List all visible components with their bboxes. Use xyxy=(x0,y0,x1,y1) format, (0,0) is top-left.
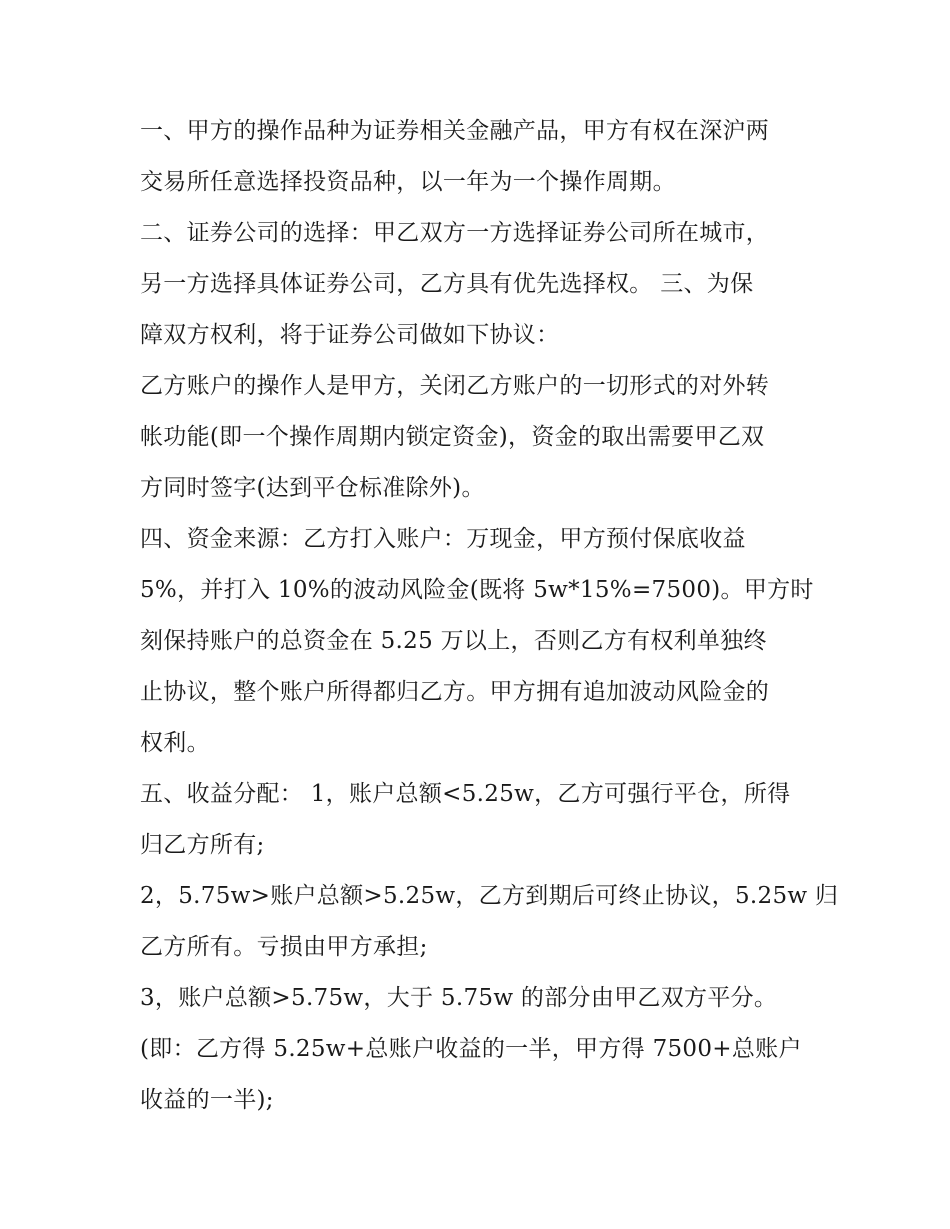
text-line: (即：乙方得 5.25w+总账户收益的一半，甲方得 7500+总账户 xyxy=(140,1036,802,1062)
text-line: 权利。 xyxy=(140,730,210,756)
text-line: 帐功能(即一个操作周期内锁定资金)，资金的取出需要甲乙双 xyxy=(140,424,765,450)
text-line: 乙方所有。亏损由甲方承担; xyxy=(140,934,428,960)
text-line: 收益的一半); xyxy=(140,1087,274,1113)
text-line: 二、证券公司的选择：甲乙双方一方选择证券公司所在城市， xyxy=(140,220,770,246)
text-line: 3，账户总额>5.75w，大于 5.75w 的部分由甲乙双方平分。 xyxy=(140,985,778,1011)
text-line: 归乙方所有; xyxy=(140,832,265,858)
text-line: 刻保持账户的总资金在 5.25 万以上，否则乙方有权利单独终 xyxy=(140,628,767,654)
text-line: 乙方账户的操作人是甲方，关闭乙方账户的一切形式的对外转 xyxy=(140,373,770,399)
text-line: 一、甲方的操作品种为证券相关金融产品，甲方有权在深沪两 xyxy=(140,118,770,144)
text-line: 障双方权利，将于证券公司做如下协议： xyxy=(140,322,560,348)
text-line: 5%，并打入 10%的波动风险金(既将 5w*15%=7500)。甲方时 xyxy=(140,577,814,603)
text-line: 止协议，整个账户所得都归乙方。甲方拥有追加波动风险金的 xyxy=(140,679,770,705)
document-body xyxy=(140,106,839,1126)
text-line: 2，5.75w>账户总额>5.25w，乙方到期后可终止协议，5.25w 归 xyxy=(140,883,839,909)
text-line: 方同时签字(达到平仓标准除外)。 xyxy=(140,475,485,501)
text-line: 交易所任意选择投资品种，以一年为一个操作周期。 xyxy=(140,169,676,195)
text-line: 五、收益分配： 1，账户总额<5.25w，乙方可强行平仓，所得 xyxy=(140,781,791,807)
text-line: 另一方选择具体证券公司，乙方具有优先选择权。 三、为保 xyxy=(140,271,754,297)
text-line: 四、资金来源：乙方打入账户：万现金，甲方预付保底收益 xyxy=(140,526,746,552)
